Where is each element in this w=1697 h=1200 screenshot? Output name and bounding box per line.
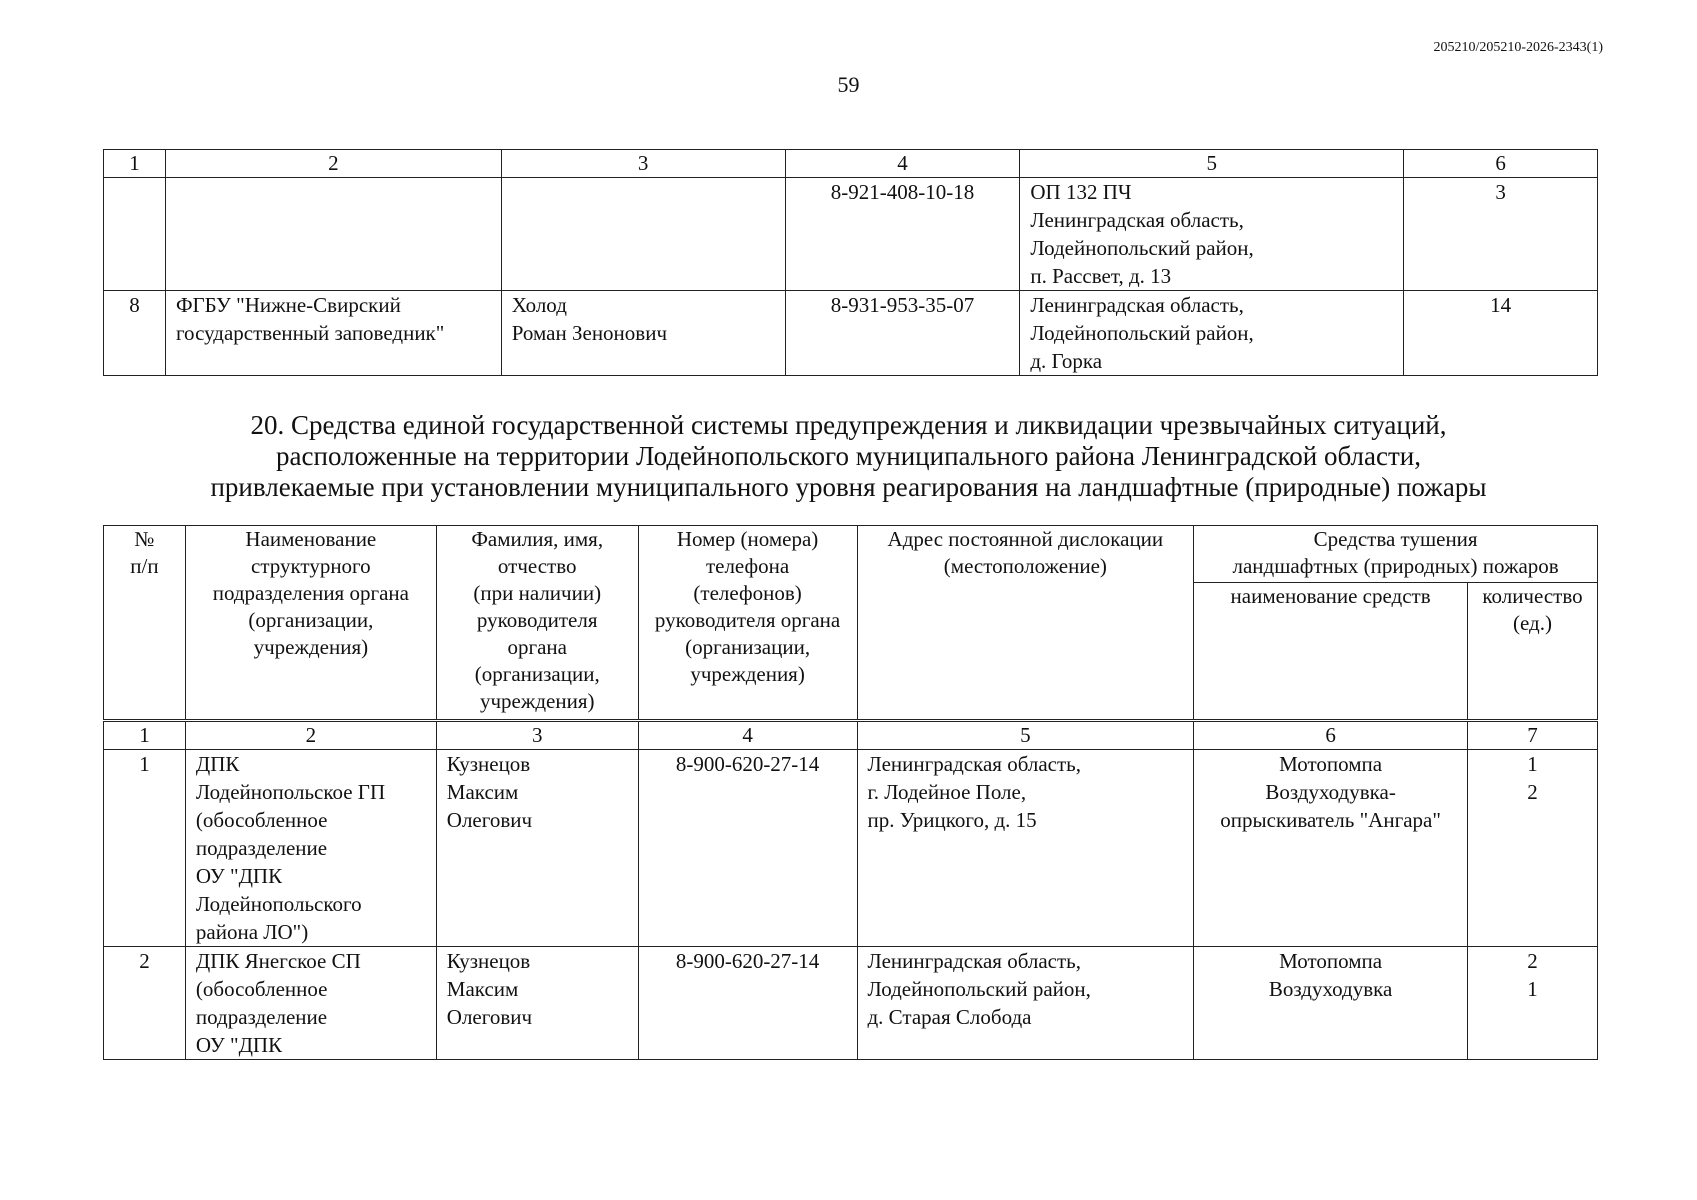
address-line: Ленинградская область, [867, 949, 1081, 973]
section-title-line: привлекаемые при установлении муниципального уровня реагирования на ландшафтные (природные) пожары [210, 472, 1487, 502]
means-line: Мотопомпа [1279, 752, 1383, 776]
col-num-cell: 4 [785, 150, 1020, 178]
col-num-cell: 1 [104, 150, 166, 178]
address-line: Ленинградская область, [867, 752, 1081, 776]
org-line: Лодейнопольское ГП [195, 780, 386, 804]
header-means [1194, 526, 1598, 583]
header-line: наименование средств [1230, 584, 1431, 608]
org-cell [165, 291, 501, 376]
address-line: Лодейнопольский район, [1030, 321, 1254, 345]
head-cell [501, 291, 785, 376]
col-num-cell: 5 [857, 721, 1194, 750]
header-address [857, 526, 1194, 721]
org-line: подразделение [195, 836, 328, 860]
means-line: Воздуходувка [1268, 977, 1393, 1001]
address-line: Ленинградская область, [1030, 293, 1244, 317]
address-line: д. Старая Слобода [867, 1005, 1032, 1029]
address-line: Лодейнопольский район, [1030, 236, 1254, 260]
header-line: структурного [251, 554, 371, 578]
header-line: Средства тушения [1313, 527, 1478, 551]
header-line: учреждения) [690, 662, 805, 686]
table-row [104, 947, 1598, 1060]
phone-cell: 8-900-620-27-14 [638, 947, 857, 1060]
header-means-qty [1467, 583, 1597, 721]
section-title-line: расположенные на территории Лодейнопольского муниципального района Ленинградской области, [276, 441, 1421, 471]
address-line: пр. Урицкого, д. 15 [867, 808, 1037, 832]
means-cell [1194, 750, 1468, 947]
head-line: Максим [446, 780, 519, 804]
org-cell [185, 750, 436, 947]
header-org [185, 526, 436, 721]
header-line: (организации, [685, 635, 811, 659]
means-line: Мотопомпа [1279, 949, 1383, 973]
count-cell: 14 [1404, 291, 1598, 376]
head-line: Роман Зенонович [511, 321, 668, 345]
header-line: органа [507, 635, 567, 659]
column-number-row [104, 721, 1598, 750]
col-num-cell: 6 [1404, 150, 1598, 178]
col-num-cell: 2 [165, 150, 501, 178]
table-row [104, 291, 1598, 376]
means-cell [1194, 947, 1468, 1060]
section-title [0, 410, 1697, 503]
means-line: Воздуходувка- [1265, 780, 1396, 804]
section-title-line: 20. Средства единой государственной системы предупреждения и ликвидации чрезвычайных ситуаций, [250, 410, 1447, 440]
address-line: г. Лодейное Поле, [867, 780, 1027, 804]
header-line: подразделения органа [212, 581, 409, 605]
header-line: (организации, [474, 662, 600, 686]
head-line: Кузнецов [446, 949, 531, 973]
header-line: № [134, 527, 155, 551]
header-line: п/п [130, 554, 159, 578]
address-line: Лодейнопольский район, [867, 977, 1091, 1001]
header-line: Номер (номера) [676, 527, 819, 551]
header-means-name [1194, 583, 1468, 721]
header-line: Адрес постоянной дислокации [887, 527, 1164, 551]
address-line: ОП 132 ПЧ [1030, 180, 1132, 204]
header-num [104, 526, 186, 721]
col-num-cell: 2 [185, 721, 436, 750]
column-number-row [104, 150, 1598, 178]
head-line: Максим [446, 977, 519, 1001]
head-line: Кузнецов [446, 752, 531, 776]
header-line: (организации, [248, 608, 374, 632]
row-number: 2 [104, 947, 186, 1060]
org-line: Лодейнопольского [195, 892, 362, 916]
address-cell [1020, 291, 1404, 376]
header-line: Фамилия, имя, [471, 527, 604, 551]
header-head [436, 526, 638, 721]
org-line: района ЛО") [195, 920, 309, 944]
head-cell [436, 947, 638, 1060]
qty-line: 2 [1527, 949, 1538, 973]
table-row [104, 178, 1598, 291]
row-number: 8 [104, 291, 166, 376]
header-line: (ед.) [1513, 611, 1552, 635]
header-line: ландшафтных (природных) пожаров [1232, 554, 1559, 578]
org-line: ДПК [195, 752, 240, 776]
address-line: Ленинградская область, [1030, 208, 1244, 232]
page-number: 59 [837, 72, 860, 97]
org-line: государственный заповедник" [175, 321, 445, 345]
header-line: количество [1482, 584, 1583, 608]
address-cell [857, 750, 1194, 947]
header-row [104, 526, 1598, 583]
header-line: телефона [705, 554, 790, 578]
head-cell [501, 178, 785, 291]
emergency-means-table [103, 525, 1598, 1060]
org-line: ДПК Янегское СП [195, 949, 361, 973]
qty-line: 2 [1527, 780, 1538, 804]
header-line: учреждения) [479, 689, 595, 713]
address-line: п. Рассвет, д. 13 [1030, 264, 1172, 288]
row-number: 1 [104, 750, 186, 947]
org-line: подразделение [195, 1005, 328, 1029]
org-line: (обособленное [195, 808, 328, 832]
org-line: ОУ "ДПК [195, 1033, 283, 1057]
count-cell: 3 [1404, 178, 1598, 291]
address-line: д. Горка [1030, 349, 1103, 373]
col-num-cell: 1 [104, 721, 186, 750]
header-line: руководителя органа [654, 608, 841, 632]
header-line: (местоположение) [943, 554, 1107, 578]
qty-line: 1 [1527, 977, 1538, 1001]
head-cell [436, 750, 638, 947]
qty-cell [1467, 947, 1597, 1060]
head-line: Олегович [446, 808, 533, 832]
continuation-table [103, 149, 1598, 376]
col-num-cell: 6 [1194, 721, 1468, 750]
org-line: ОУ "ДПК [195, 864, 283, 888]
col-num-cell: 3 [501, 150, 785, 178]
header-line: Наименование [245, 527, 377, 551]
col-num-cell: 5 [1020, 150, 1404, 178]
col-num-cell: 7 [1467, 721, 1597, 750]
address-cell [857, 947, 1194, 1060]
phone-cell: 8-900-620-27-14 [638, 750, 857, 947]
col-num-cell: 4 [638, 721, 857, 750]
col-num-cell: 3 [436, 721, 638, 750]
table-row [104, 750, 1598, 947]
document-id: 205210/205210-2026-2343(1) [1433, 40, 1603, 55]
phone-cell: 8-921-408-10-18 [785, 178, 1020, 291]
org-cell [185, 947, 436, 1060]
header-line: учреждения) [253, 635, 369, 659]
org-line: (обособленное [195, 977, 328, 1001]
qty-cell [1467, 750, 1597, 947]
header-phone [638, 526, 857, 721]
row-number [104, 178, 166, 291]
header-line: (телефонов) [693, 581, 802, 605]
qty-line: 1 [1527, 752, 1538, 776]
header-line: (при наличии) [473, 581, 602, 605]
means-line: опрыскиватель "Ангара" [1220, 808, 1441, 832]
header-line: отчество [497, 554, 577, 578]
org-cell [165, 178, 501, 291]
head-line: Холод [511, 293, 567, 317]
header-line: руководителя [476, 608, 598, 632]
org-line: ФГБУ "Нижне-Свирский [175, 293, 401, 317]
head-line: Олегович [446, 1005, 533, 1029]
address-cell [1020, 178, 1404, 291]
phone-cell: 8-931-953-35-07 [785, 291, 1020, 376]
